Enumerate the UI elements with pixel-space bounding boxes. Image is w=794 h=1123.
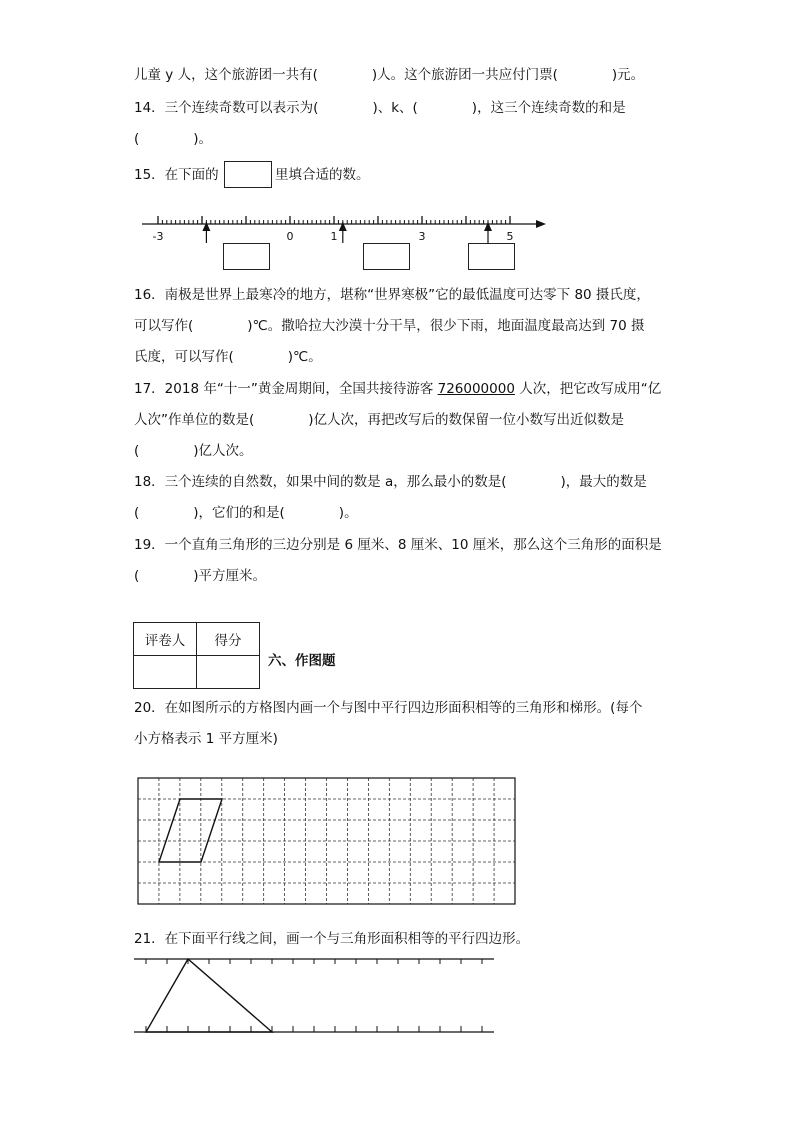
q17-line3: ( )亿人次。 <box>134 443 253 459</box>
parallel-line-ticks <box>146 959 482 1032</box>
q17-visitor-count: 726000000 <box>437 381 515 397</box>
number-line-label: 1 <box>330 230 338 243</box>
score-table-score-header: 得分 <box>197 623 260 656</box>
q18-line2: ( )，它们的和是( )。 <box>134 505 358 521</box>
number-line-label: 0 <box>286 230 294 243</box>
q19-line1: 19．一个直角三角形的三边分别是 6 厘米、8 厘米、10 厘米，那么这个三角形的面积是 <box>134 537 662 553</box>
q14-line2: ( )。 <box>134 131 213 147</box>
q15-prefix: 15．在下面的 <box>134 167 219 183</box>
q20-line2: 小方格表示 1 平方厘米) <box>134 731 278 747</box>
q17-line1-pre: 17．2018 年“十一”黄金周期间，全国共接待游客 <box>134 381 438 397</box>
section-title: 六、作图题 <box>268 653 336 669</box>
q16-line2: 可以写作( )℃。撒哈拉大沙漠十分干旱，很少下雨，地面温度最高达到 70 摄 <box>134 318 645 334</box>
q13-tail: 儿童 y 人，这个旅游团一共有( )人。这个旅游团一共应付门票( )元。 <box>134 67 645 83</box>
q16-line3: 氏度，可以写作( )℃。 <box>134 349 322 365</box>
q17-line1-post: 人次，把它改写成用“亿 <box>514 381 662 397</box>
triangle <box>146 959 272 1032</box>
score-table-reviewer-header: 评卷人 <box>134 623 197 656</box>
q17-line2: 人次”作单位的数是( )亿人次，再把改写后的数保留一位小数写出近似数是 <box>134 412 625 428</box>
q21-text: 21．在下面平行线之间，画一个与三角形面积相等的平行四边形。 <box>134 931 530 947</box>
q20-line1: 20．在如图所示的方格图内画一个与图中平行四边形面积相等的三角形和梯形。(每个 <box>134 700 643 716</box>
q19-line2: ( )平方厘米。 <box>134 568 267 584</box>
q16-line1: 16．南极是世界上最寒冷的地方，堪称“世界寒极”它的最低温度可达零下 80 摄氏度， <box>134 287 650 303</box>
q15-suffix: 里填合适的数。 <box>275 167 370 183</box>
number-line-label: -3 <box>152 230 164 243</box>
q18-line1: 18．三个连续的自然数，如果中间的数是 a，那么最小的数是( )，最大的数是 <box>134 474 647 490</box>
number-line-label: 3 <box>418 230 426 243</box>
q14-line1: 14．三个连续奇数可以表示为( )、k、( )，这三个连续奇数的和是 <box>134 100 626 116</box>
number-line-label: 5 <box>506 230 514 243</box>
